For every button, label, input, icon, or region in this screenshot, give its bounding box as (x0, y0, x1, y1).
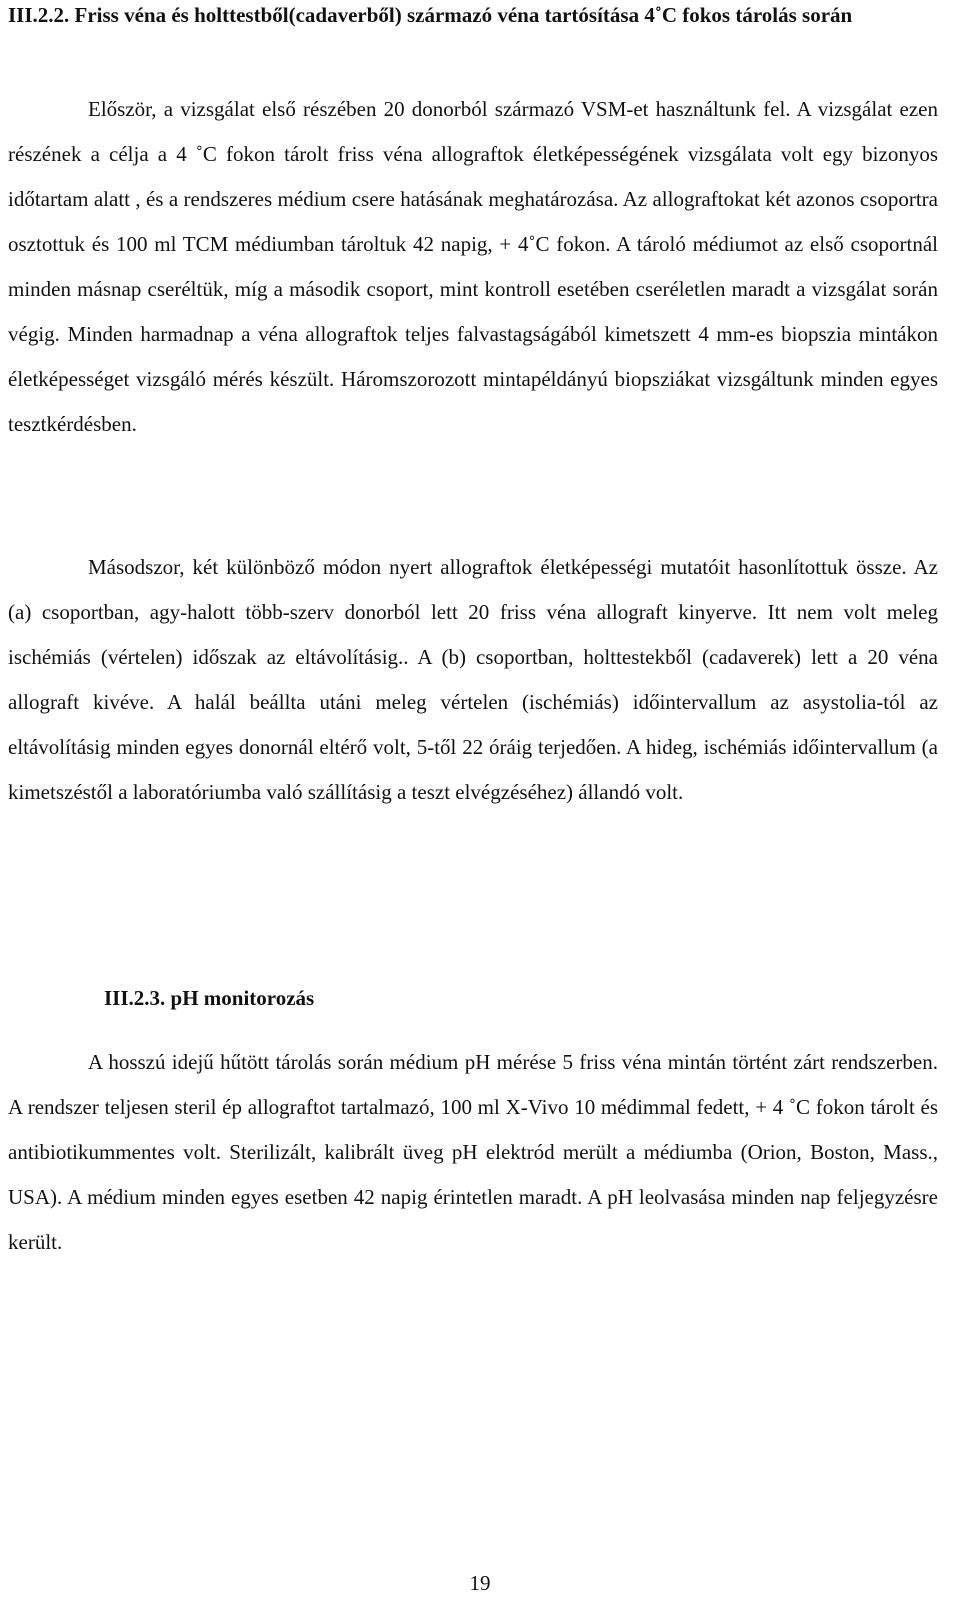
section-heading-3-2-3: III.2.3. pH monitorozás (104, 986, 315, 1010)
section-heading-3-2-2: III.2.2. Friss véna és holttestből(cadaverből) származó véna tartósítása 4˚C fokos tárolás során (8, 3, 853, 27)
paragraph-second-study: Másodszor, két különböző módon nyert allograftok életképességi mutatóit hasonlítottuk össze. Az (a) csoportban, agy-halott több-szerv donorból lett 20 friss véna allograft kinyerve. Itt nem volt meleg ischémiás (vértelen) időszak az eltávolításig.. A (b) csoportban, holttestekből (cadaverek) lett a 20 véna allograft kivéve. A halál beállta utáni meleg vértelen (ischémiás) időintervallum az asystolia-tól az eltávolításig minden egyes donornál eltérő volt, 5-től 22 óráig terjedően. A hideg, ischémiás időintervallum (a kimetszéstől a laboratóriumba való szállításig a teszt elvégzéséhez) állandó volt. (8, 555, 938, 804)
paragraph-first-study: Először, a vizsgálat első részében 20 donorból származó VSM-et használtunk fel. A vizsgálat ezen részének a célja a 4 ˚C fokon tárolt friss véna allograftok életképességének vizsgálata volt egy bizonyos időtartam alatt , és a rendszeres médium csere hatásának meghatározása. Az allograftokat két azonos csoportra osztottuk és 100 ml TCM médiumban tároltuk 42 napig, + 4˚C fokon. A tároló médiumot az első csoportnál minden másnap cseréltük, míg a második csoport, mint kontroll esetében cseréletlen maradt a vizsgálat során végig. Minden harmadnap a véna allograftok teljes falvastagságából kimetszett 4 mm-es biopszia mintákon életképességet vizsgáló mérés készült. Háromszorozott mintapéldányú biopsziákat vizsgáltunk minden egyes tesztkérdésben. (8, 97, 938, 436)
page-number: 19 (469, 1571, 491, 1595)
paragraph-ph-monitoring: A hosszú idejű hűtött tárolás során médium pH mérése 5 friss véna mintán történt zárt rendszerben. A rendszer teljesen steril ép allograftot tartalmazó, 100 ml X-Vivo 10 médimmal fedett, + 4 ˚C fokon tárolt és antibiotikummentes volt. Sterilizált, kalibrált üveg pH elektród merült a médiumba (Orion, Boston, Mass., USA). A médium minden egyes esetben 42 napig érintetlen maradt. A pH leolvasása minden nap feljegyzésre került. (8, 1050, 938, 1254)
